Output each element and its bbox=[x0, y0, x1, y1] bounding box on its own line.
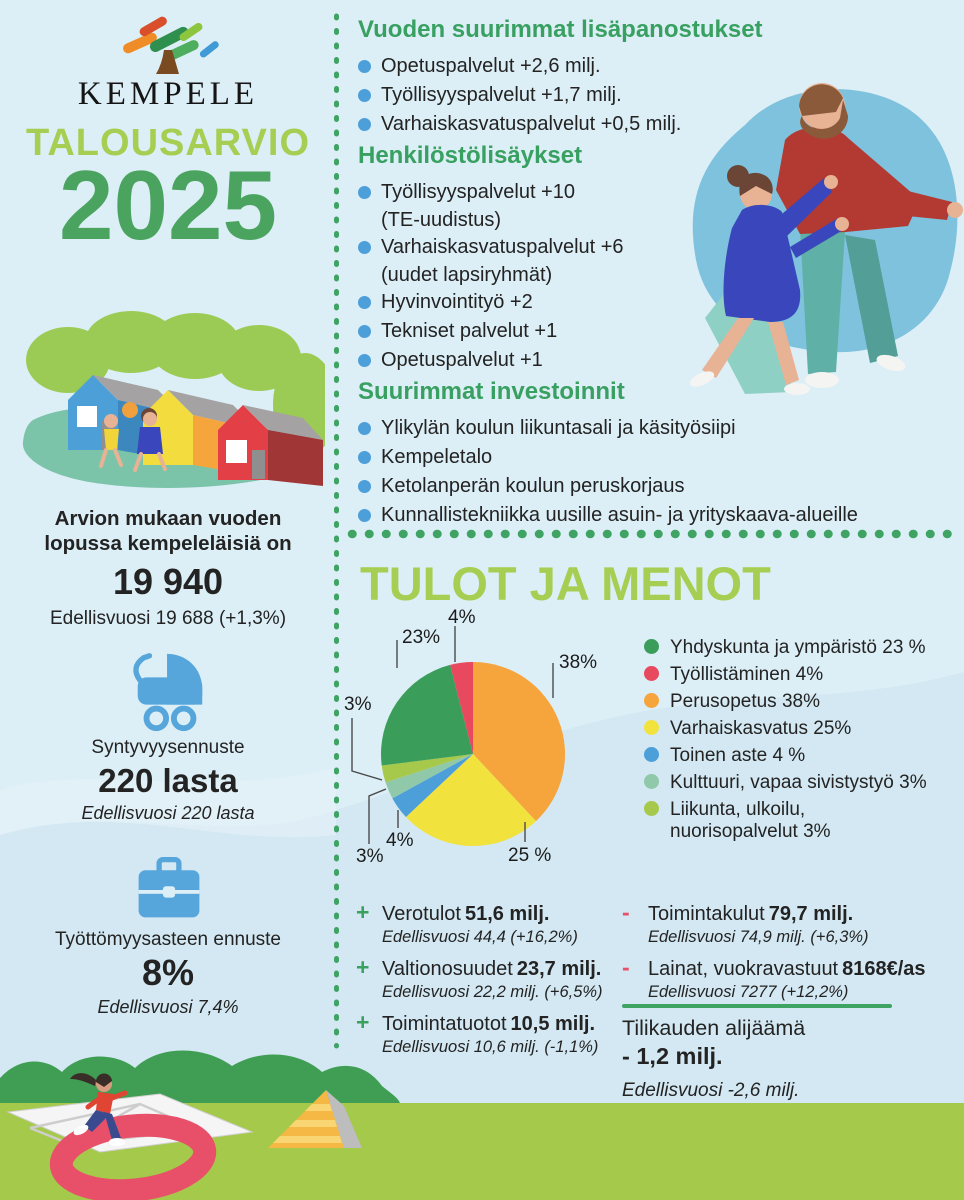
list-item-text: Kunnallistekniikka uusille asuin- ja yrityskaava-alueille bbox=[381, 504, 858, 526]
list-item bbox=[358, 233, 958, 288]
tulot-ja-menot-title: TULOT JA MENOT bbox=[360, 557, 771, 610]
list-item-text: Varhaiskasvatuspalvelut +6 bbox=[381, 236, 624, 258]
population-heading-line1: Arvion mukaan vuoden bbox=[54, 507, 282, 530]
income-item bbox=[356, 955, 622, 1002]
births-panel bbox=[0, 737, 336, 824]
legend-dot bbox=[644, 666, 659, 681]
budget-title: TALOUSARVIO bbox=[25, 122, 311, 164]
list-item bbox=[358, 178, 958, 233]
bullet-icon bbox=[358, 480, 371, 493]
population-value: 19 940 bbox=[112, 561, 224, 602]
income-value: 51,6 milj. bbox=[464, 903, 550, 925]
plus-icon: + bbox=[356, 899, 370, 925]
list-item bbox=[358, 414, 958, 443]
bullet-icon bbox=[358, 186, 371, 199]
bullet-icon bbox=[358, 296, 371, 309]
list-item-text: Työllisyyspalvelut +1,7 milj. bbox=[381, 84, 622, 106]
list-item bbox=[358, 501, 958, 530]
list-item bbox=[358, 288, 958, 317]
kempele-tree-icon bbox=[104, 16, 232, 78]
list-item-text: Opetuspalvelut +1 bbox=[381, 349, 543, 371]
result-divider bbox=[622, 1004, 892, 1008]
list-item-text: Kempeletalo bbox=[381, 446, 493, 468]
list-item-text: Ylikylän koulun liikuntasali ja käsityösiipi bbox=[381, 417, 736, 439]
list-item bbox=[358, 443, 958, 472]
legend-item bbox=[644, 800, 927, 845]
population-previous: Edellisvuosi 19 688 (+1,3%) bbox=[49, 608, 287, 629]
income-item bbox=[356, 900, 622, 947]
plus-icon: + bbox=[356, 954, 370, 980]
expense-label: Toimintakulut bbox=[648, 903, 765, 925]
legend-label: Varhaiskasvatus 25% bbox=[670, 718, 852, 739]
list-item-text: Työllisyyspalvelut +10 bbox=[381, 181, 575, 203]
pie-label-tyollistaminen: 4% bbox=[448, 607, 476, 628]
list-item-text: Varhaiskasvatuspalvelut +0,5 milj. bbox=[381, 113, 682, 135]
list-item bbox=[358, 317, 958, 346]
expense-label: Lainat, vuokravastuut bbox=[648, 958, 839, 980]
briefcase-icon bbox=[131, 856, 207, 924]
bullet-icon bbox=[358, 89, 371, 102]
budget-year: 2025 bbox=[58, 150, 277, 260]
houses-illustration bbox=[13, 300, 325, 492]
bullet-icon bbox=[358, 241, 371, 254]
section-title: Suurimmat investoinnit bbox=[358, 378, 625, 405]
expense-previous: Edellisvuosi 74,9 milj. (+6,3%) bbox=[648, 928, 869, 946]
result-value: - 1,2 milj. bbox=[622, 1043, 723, 1069]
legend-item bbox=[644, 746, 927, 765]
legend-label: Kulttuuri, vapaa sivistystyö 3% bbox=[670, 772, 927, 793]
minus-icon: - bbox=[622, 954, 630, 980]
legend-dot bbox=[644, 774, 659, 789]
bullet-icon bbox=[358, 60, 371, 73]
income-label: Toimintatuotot bbox=[382, 1013, 507, 1035]
bullet-icon bbox=[358, 509, 371, 522]
list-item-text: Tekniset palvelut +1 bbox=[381, 320, 558, 342]
list-item bbox=[358, 472, 958, 501]
unemployment-previous: Edellisvuosi 7,4% bbox=[97, 997, 239, 1017]
bullet-icon bbox=[358, 354, 371, 367]
births-label: Syntyvyysennuste bbox=[91, 737, 245, 758]
result-label: Tilikauden alijäämä bbox=[622, 1016, 806, 1040]
section-investoinnit bbox=[358, 378, 958, 530]
pie-label-toinen-aste: 4% bbox=[386, 830, 414, 851]
list-item bbox=[358, 81, 958, 110]
pie-label-kulttuuri: 3% bbox=[356, 846, 384, 867]
expense-item bbox=[622, 900, 964, 947]
legend-label: Perusopetus 38% bbox=[670, 691, 820, 712]
population-panel bbox=[0, 506, 336, 630]
section-henkilostolisaykset bbox=[358, 142, 958, 375]
section-lisapanostukset bbox=[358, 16, 958, 139]
legend-dot bbox=[644, 720, 659, 735]
unemployment-value: 8% bbox=[141, 952, 195, 993]
legend-item bbox=[644, 692, 927, 711]
list-item-text: Opetuspalvelut +2,6 milj. bbox=[381, 55, 601, 77]
result-previous: Edellisvuosi -2,6 milj. bbox=[622, 1080, 800, 1101]
pie-label-varhaiskasvatus: 25 % bbox=[508, 845, 552, 866]
expense-item bbox=[622, 955, 964, 1002]
legend-label: Toinen aste 4 % bbox=[670, 745, 806, 766]
legend-label: Yhdyskunta ja ympäristö 23 % bbox=[670, 637, 926, 658]
births-previous: Edellisvuosi 220 lasta bbox=[81, 803, 255, 823]
bullet-icon bbox=[358, 451, 371, 464]
pie-label-yhdyskunta: 23% bbox=[402, 627, 441, 648]
unemployment-panel bbox=[0, 929, 336, 1018]
expense-value: 79,7 milj. bbox=[768, 903, 854, 925]
expense-previous: Edellisvuosi 7277 (+12,2%) bbox=[648, 983, 849, 1001]
legend-item bbox=[644, 773, 927, 792]
legend-dot bbox=[644, 801, 659, 816]
legend-label-line2: nuorisopalvelut 3% bbox=[670, 821, 831, 842]
plus-icon: + bbox=[356, 1009, 370, 1035]
income-item bbox=[356, 1010, 622, 1057]
population-heading-line2: lopussa kempeleläisiä on bbox=[44, 532, 292, 555]
expense-list bbox=[622, 900, 964, 1010]
income-previous: Edellisvuosi 44,4 (+16,2%) bbox=[382, 928, 578, 946]
list-item bbox=[358, 110, 958, 139]
list-item-subtext: (uudet lapsiryhmät) bbox=[381, 264, 553, 286]
legend-label: Työllistäminen 4% bbox=[670, 664, 824, 685]
income-label: Verotulot bbox=[382, 903, 461, 925]
brand-name: KEMPELE bbox=[77, 76, 259, 112]
expenses-pie-chart bbox=[340, 607, 630, 900]
births-value: 220 lasta bbox=[98, 762, 238, 799]
section-title: Vuoden suurimmat lisäpanostukset bbox=[358, 16, 763, 43]
expense-value: 8168€/as bbox=[842, 958, 926, 980]
legend-dot bbox=[644, 639, 659, 654]
result-panel bbox=[622, 1016, 962, 1102]
pie-label-perusopetus: 38% bbox=[559, 652, 598, 673]
list-item bbox=[358, 52, 958, 81]
income-previous: Edellisvuosi 22,2 milj. (+6,5%) bbox=[382, 983, 603, 1001]
bullet-icon bbox=[358, 118, 371, 131]
bullet-icon bbox=[358, 422, 371, 435]
bullet-icon bbox=[358, 325, 371, 338]
legend-item bbox=[644, 719, 927, 738]
list-item bbox=[358, 346, 958, 375]
list-item-text: Hyvinvointityö +2 bbox=[381, 291, 533, 313]
legend-dot bbox=[644, 747, 659, 762]
legend-item bbox=[644, 638, 927, 657]
minus-icon: - bbox=[622, 899, 630, 925]
income-label: Valtionosuudet bbox=[382, 958, 513, 980]
legend-dot bbox=[644, 693, 659, 708]
pie-label-liikunta: 3% bbox=[344, 694, 372, 715]
legend-item bbox=[644, 665, 927, 684]
legend-label: Liikunta, ulkoilu, bbox=[670, 799, 806, 820]
unemployment-label: Työttömyysasteen ennuste bbox=[54, 929, 281, 950]
pie-legend bbox=[644, 638, 927, 853]
income-previous: Edellisvuosi 10,6 milj. (-1,1%) bbox=[382, 1038, 599, 1056]
income-list bbox=[356, 900, 622, 1065]
income-value: 23,7 milj. bbox=[516, 958, 602, 980]
list-item-subtext: (TE-uudistus) bbox=[381, 209, 502, 231]
list-item-text: Ketolanperän koulun peruskorjaus bbox=[381, 475, 685, 497]
section-title: Henkilöstölisäykset bbox=[358, 142, 583, 169]
stroller-icon bbox=[120, 648, 218, 734]
income-value: 10,5 milj. bbox=[510, 1013, 596, 1035]
